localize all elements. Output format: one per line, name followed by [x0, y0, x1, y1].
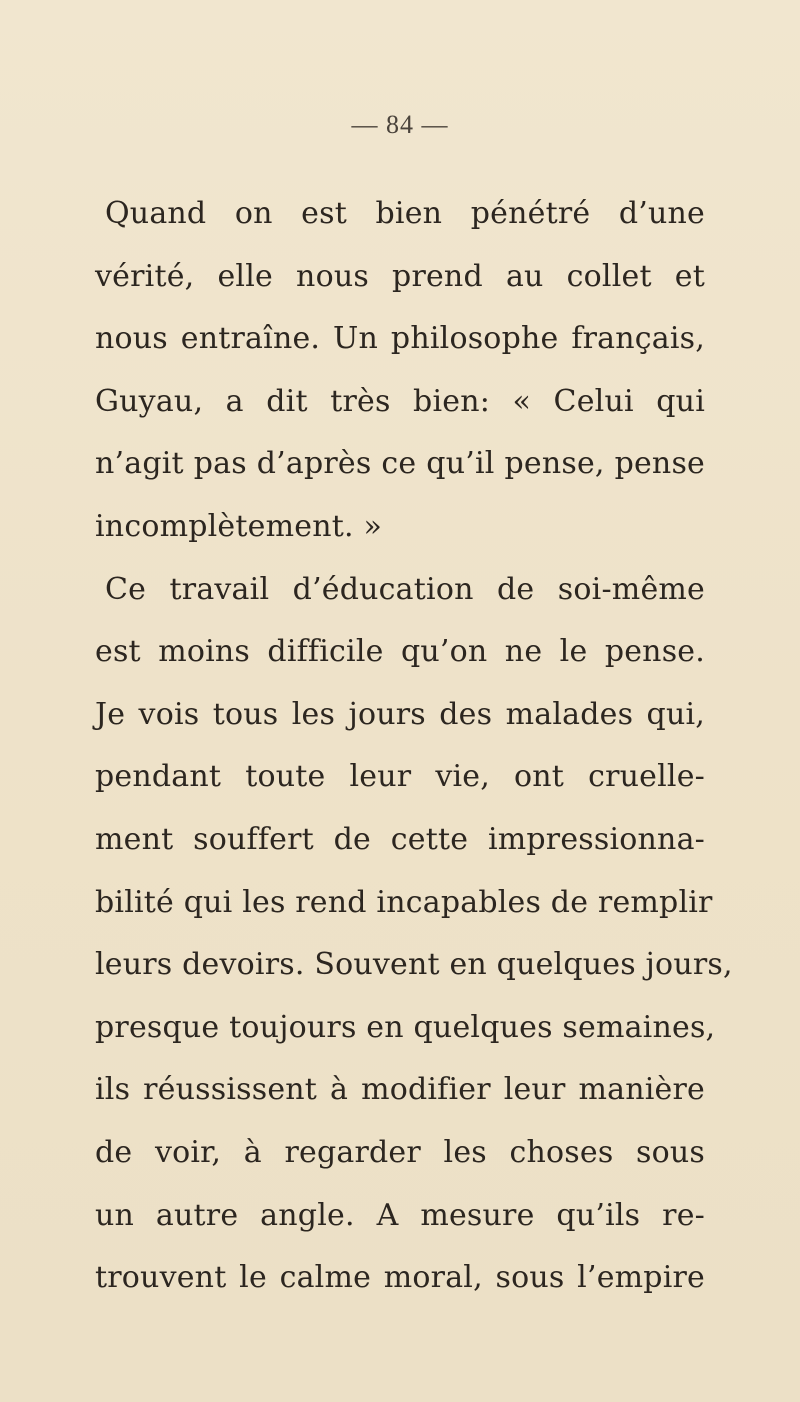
text-line: leurs devoirs. Souvent en quelques jours, [95, 947, 733, 983]
text-line: vérité, elle nous prend au collet et [95, 258, 705, 294]
text-line: de voir, à regarder les choses sous [95, 1134, 705, 1170]
page-number: — 84 — [351, 110, 449, 139]
text-line: est moins difficile qu’on ne le pense. [95, 634, 705, 670]
text-line: pendant toute leur vie, ont cruelle- [95, 759, 705, 795]
text-line: Ce travail d’éducation de soi-même [105, 571, 705, 607]
text-line: un autre angle. A mesure qu’ils re- [95, 1197, 705, 1233]
text-line: trouvent le calme moral, sous l’empire [95, 1260, 705, 1296]
text-line: Quand on est bien pénétré d’une [105, 196, 705, 231]
text-line: Je vois tous les jours des malades qui, [95, 696, 705, 732]
text-line: nous entraîne. Un philosophe français, [95, 321, 705, 357]
text-line: Guyau, a dit très bien: « Celui qui [95, 383, 705, 419]
text-line: incomplètement. » [95, 508, 382, 544]
text-line: ment souffert de cette impressionna- [95, 821, 705, 857]
text-line: n’agit pas d’après ce qu’il pense, pense [95, 446, 705, 482]
text-line: ils réussissent à modifier leur manière [95, 1072, 705, 1108]
body-text [95, 183, 733, 1310]
text-line: presque toujours en quelques semaines, [95, 1009, 716, 1045]
text-line: bilité qui les rend incapables de remplir [95, 884, 713, 920]
